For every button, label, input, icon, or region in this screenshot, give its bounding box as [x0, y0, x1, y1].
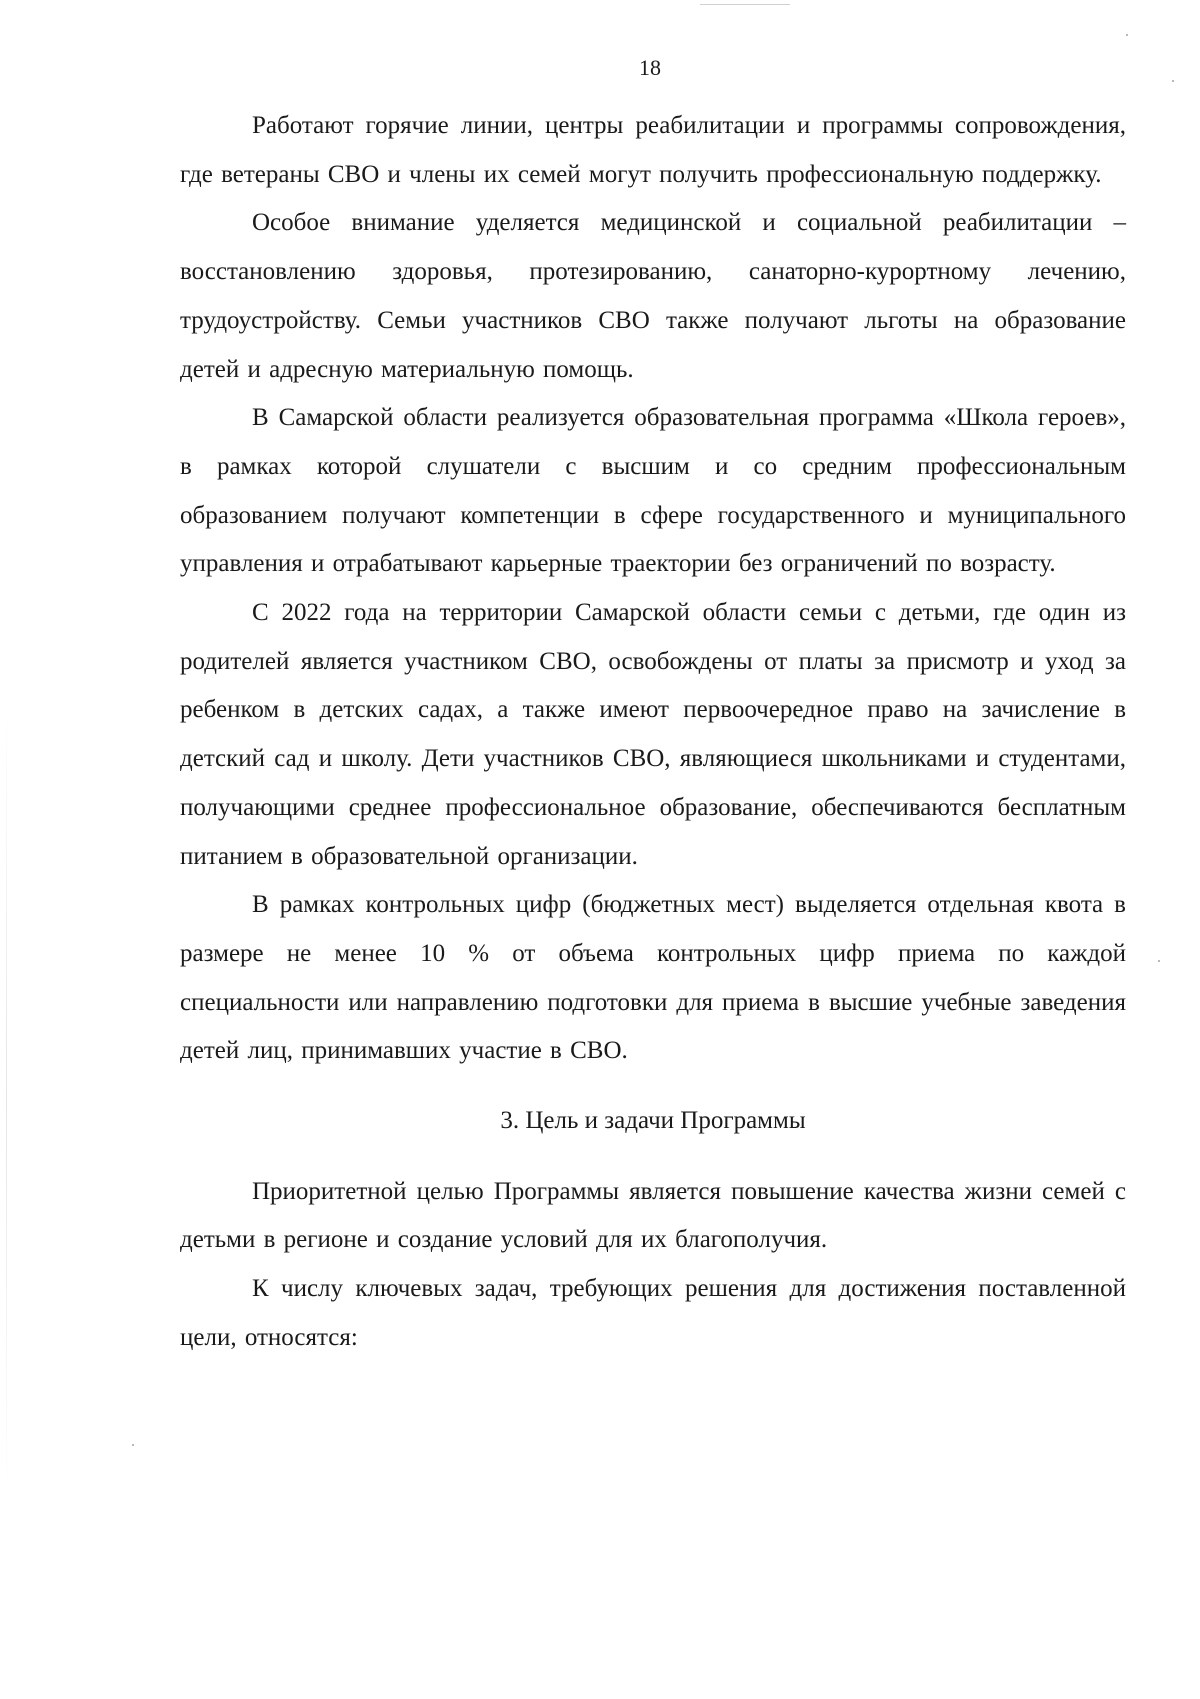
document-body [180, 102, 1126, 1363]
page-number: 18 [639, 55, 661, 80]
scan-speck [1158, 960, 1160, 962]
section-heading: 3. Цель и задачи Программы [500, 1107, 806, 1135]
paragraph: С 2022 года на территории Самарской области семьи с детьми, где один из родителей является участником СВО, освобождены от платы за присмотр и уход за ребенком в детских садах, а также имеют первоочередное право на зачисление в детский сад и школу. Дети участников СВО, являющиеся школьниками и студентами, получающими среднее профессиональное образование, обеспечиваются бесплатным питанием в образовательной организации. [180, 599, 1126, 870]
paragraph: Приоритетной целью Программы является повышение качества жизни семей с детьми в регионе и создание условий для их благополучия. [180, 1177, 1126, 1254]
scan-speck [132, 1444, 134, 1446]
scan-speck [1126, 34, 1128, 36]
scan-artifact-edge [6, 700, 7, 1500]
paragraph: Особое внимание уделяется медицинской и социальной реабилитации – восстановлению здоровья, протезированию, санаторно-курортному лечению, трудоустройству. Семьи участников СВО также получают льготы на образование детей и адресную материальную помощь. [180, 209, 1126, 383]
paragraph: В рамках контрольных цифр (бюджетных мест) выделяется отдельная квота в размере не менее 10 % от объема контрольных цифр приема по каждой специальности или направлению подготовки для приема в высшие учебные заведения детей лиц, принимавших участие в СВО. [180, 891, 1126, 1065]
paragraph: В Самарской области реализуется образовательная программа «Школа героев», в рамках которой слушатели с высшим и со средним профессиональным образованием получают компетенции в сфере государственного и муниципального управления и отрабатывают карьерные траектории без ограничений по возрасту. [180, 404, 1126, 578]
scan-speck [1172, 80, 1174, 82]
paragraph: К числу ключевых задач, требующих решения для достижения поставленной цели, относятся: [180, 1275, 1126, 1351]
scan-artifact-line [700, 4, 790, 5]
paragraph: Работают горячие линии, центры реабилитации и программы сопровождения, где ветераны СВО и члены их семей могут получить профессиональную поддержку. [180, 112, 1126, 188]
